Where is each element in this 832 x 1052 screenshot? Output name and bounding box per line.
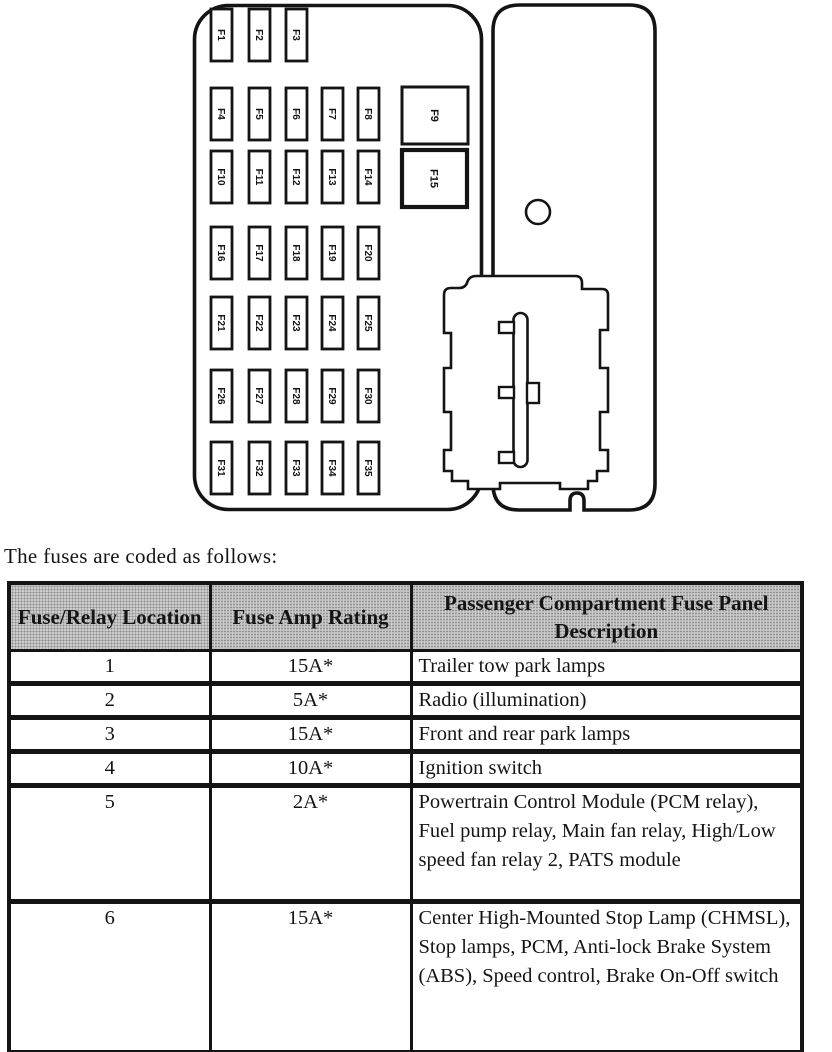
fuse (322, 88, 343, 140)
connector-bar (514, 313, 528, 467)
fuse-label: F6 (290, 108, 301, 120)
fuse-label: F30 (362, 387, 373, 405)
fuse (211, 370, 232, 422)
amp-rating-cell: 15A* (210, 651, 411, 684)
amp-rating-cell: 15A* (210, 902, 411, 1052)
fuse-label: F12 (290, 168, 301, 186)
fuse (286, 442, 307, 494)
fuse-label: F19 (326, 244, 337, 262)
table-row (9, 902, 802, 1052)
fuse (322, 370, 343, 422)
fuse-location-cell: 4 (9, 752, 210, 786)
fuse (211, 297, 232, 349)
fuse-location-cell: 5 (9, 786, 210, 902)
table-header-row (9, 583, 802, 651)
fuse-label: F23 (290, 314, 301, 332)
fuse-label: F1 (215, 29, 226, 41)
fuse-label: F13 (326, 168, 337, 186)
fuse-label: F7 (326, 108, 337, 120)
description-cell: Trailer tow park lamps (411, 651, 802, 684)
fuse-label: F8 (362, 108, 373, 120)
fuse-label: F4 (215, 108, 226, 120)
connector-tab (499, 387, 514, 398)
fuse (286, 370, 307, 422)
fuse (249, 370, 270, 422)
large-fuse (402, 87, 468, 144)
fuse-label: F20 (362, 244, 373, 262)
fuse-label: F26 (215, 387, 226, 405)
table-header-cell: Fuse/Relay Location (9, 583, 210, 651)
fuse-label: F28 (290, 387, 301, 405)
description-cell: Powertrain Control Module (PCM relay), Fuel pump relay, Main fan relay, High/Low speed fan relay 2, PATS module (411, 786, 802, 902)
description-cell: Ignition switch (411, 752, 802, 786)
fuse (358, 442, 379, 494)
fuse (322, 227, 343, 279)
fuse (249, 151, 270, 203)
fuse-label: F3 (290, 29, 301, 41)
large-fuse (402, 150, 467, 207)
fuse-label: F34 (326, 459, 337, 477)
fuse-label: F27 (253, 387, 264, 405)
table-header-cell: Passenger Compartment Fuse Panel Description (411, 583, 802, 651)
fuse-label: F18 (290, 244, 301, 262)
table-row (9, 786, 802, 902)
amp-rating-cell: 10A* (210, 752, 411, 786)
mounting-hole (526, 200, 550, 224)
fuse-location-cell: 3 (9, 718, 210, 752)
fuse (249, 227, 270, 279)
amp-rating-cell: 15A* (210, 718, 411, 752)
table-row (9, 752, 802, 786)
table-row (9, 684, 802, 718)
connector-tab (527, 383, 539, 403)
fuse-label: F24 (326, 314, 337, 332)
fuse (211, 151, 232, 203)
connector-tab (499, 452, 514, 463)
fuse-location-cell: 1 (9, 651, 210, 684)
fuse (286, 9, 307, 61)
fuse (249, 297, 270, 349)
description-cell: Radio (illumination) (411, 684, 802, 718)
fuse-label: F14 (362, 168, 373, 186)
table-header-cell: Fuse Amp Rating (210, 583, 411, 651)
fuse (322, 151, 343, 203)
description-cell: Center High-Mounted Stop Lamp (CHMSL), Stop lamps, PCM, Anti-lock Brake System (ABS), Speed control, Brake On-Off switch (411, 902, 802, 1052)
fuse (322, 442, 343, 494)
fuse (211, 88, 232, 140)
fuse-label: F33 (290, 459, 301, 477)
fuse (249, 442, 270, 494)
fuse-label: F29 (326, 387, 337, 405)
description-cell: Front and rear park lamps (411, 718, 802, 752)
amp-rating-cell: 2A* (210, 786, 411, 902)
fuse (358, 88, 379, 140)
connector-tab (499, 322, 514, 333)
fuse-label: F16 (215, 244, 226, 262)
fuse-label: F15 (427, 169, 440, 188)
connector (444, 276, 608, 489)
table-row (9, 651, 802, 684)
fuse-label: F5 (253, 108, 264, 120)
fuse-table (7, 581, 804, 1052)
fuse (322, 297, 343, 349)
fuse (249, 88, 270, 140)
fuse-label: F9 (428, 109, 441, 122)
intro-text: The fuses are coded as follows: (4, 544, 278, 568)
fuse-label: F10 (215, 168, 226, 186)
fuse (358, 370, 379, 422)
fuse (211, 227, 232, 279)
fuse (211, 9, 232, 61)
fuse-label: F31 (215, 459, 226, 477)
fuse (358, 227, 379, 279)
fuse (286, 88, 307, 140)
fuse (358, 151, 379, 203)
fuse (211, 442, 232, 494)
fuse (358, 297, 379, 349)
table-row (9, 718, 802, 752)
fuse-location-cell: 2 (9, 684, 210, 718)
fuse-label: F17 (253, 244, 264, 262)
amp-rating-cell: 5A* (210, 684, 411, 718)
fuse-label: F32 (253, 459, 264, 477)
fuse-label: F35 (362, 459, 373, 477)
fuse (249, 9, 270, 61)
fuse (286, 151, 307, 203)
fuse-label: F25 (362, 314, 373, 332)
fuse (286, 227, 307, 279)
fuse-label: F21 (215, 314, 226, 332)
fuse-label: F22 (253, 314, 264, 332)
fuse-label: F11 (253, 168, 264, 186)
fuse (286, 297, 307, 349)
fuse-location-cell: 6 (9, 902, 210, 1052)
fuse-label: F2 (253, 29, 264, 41)
